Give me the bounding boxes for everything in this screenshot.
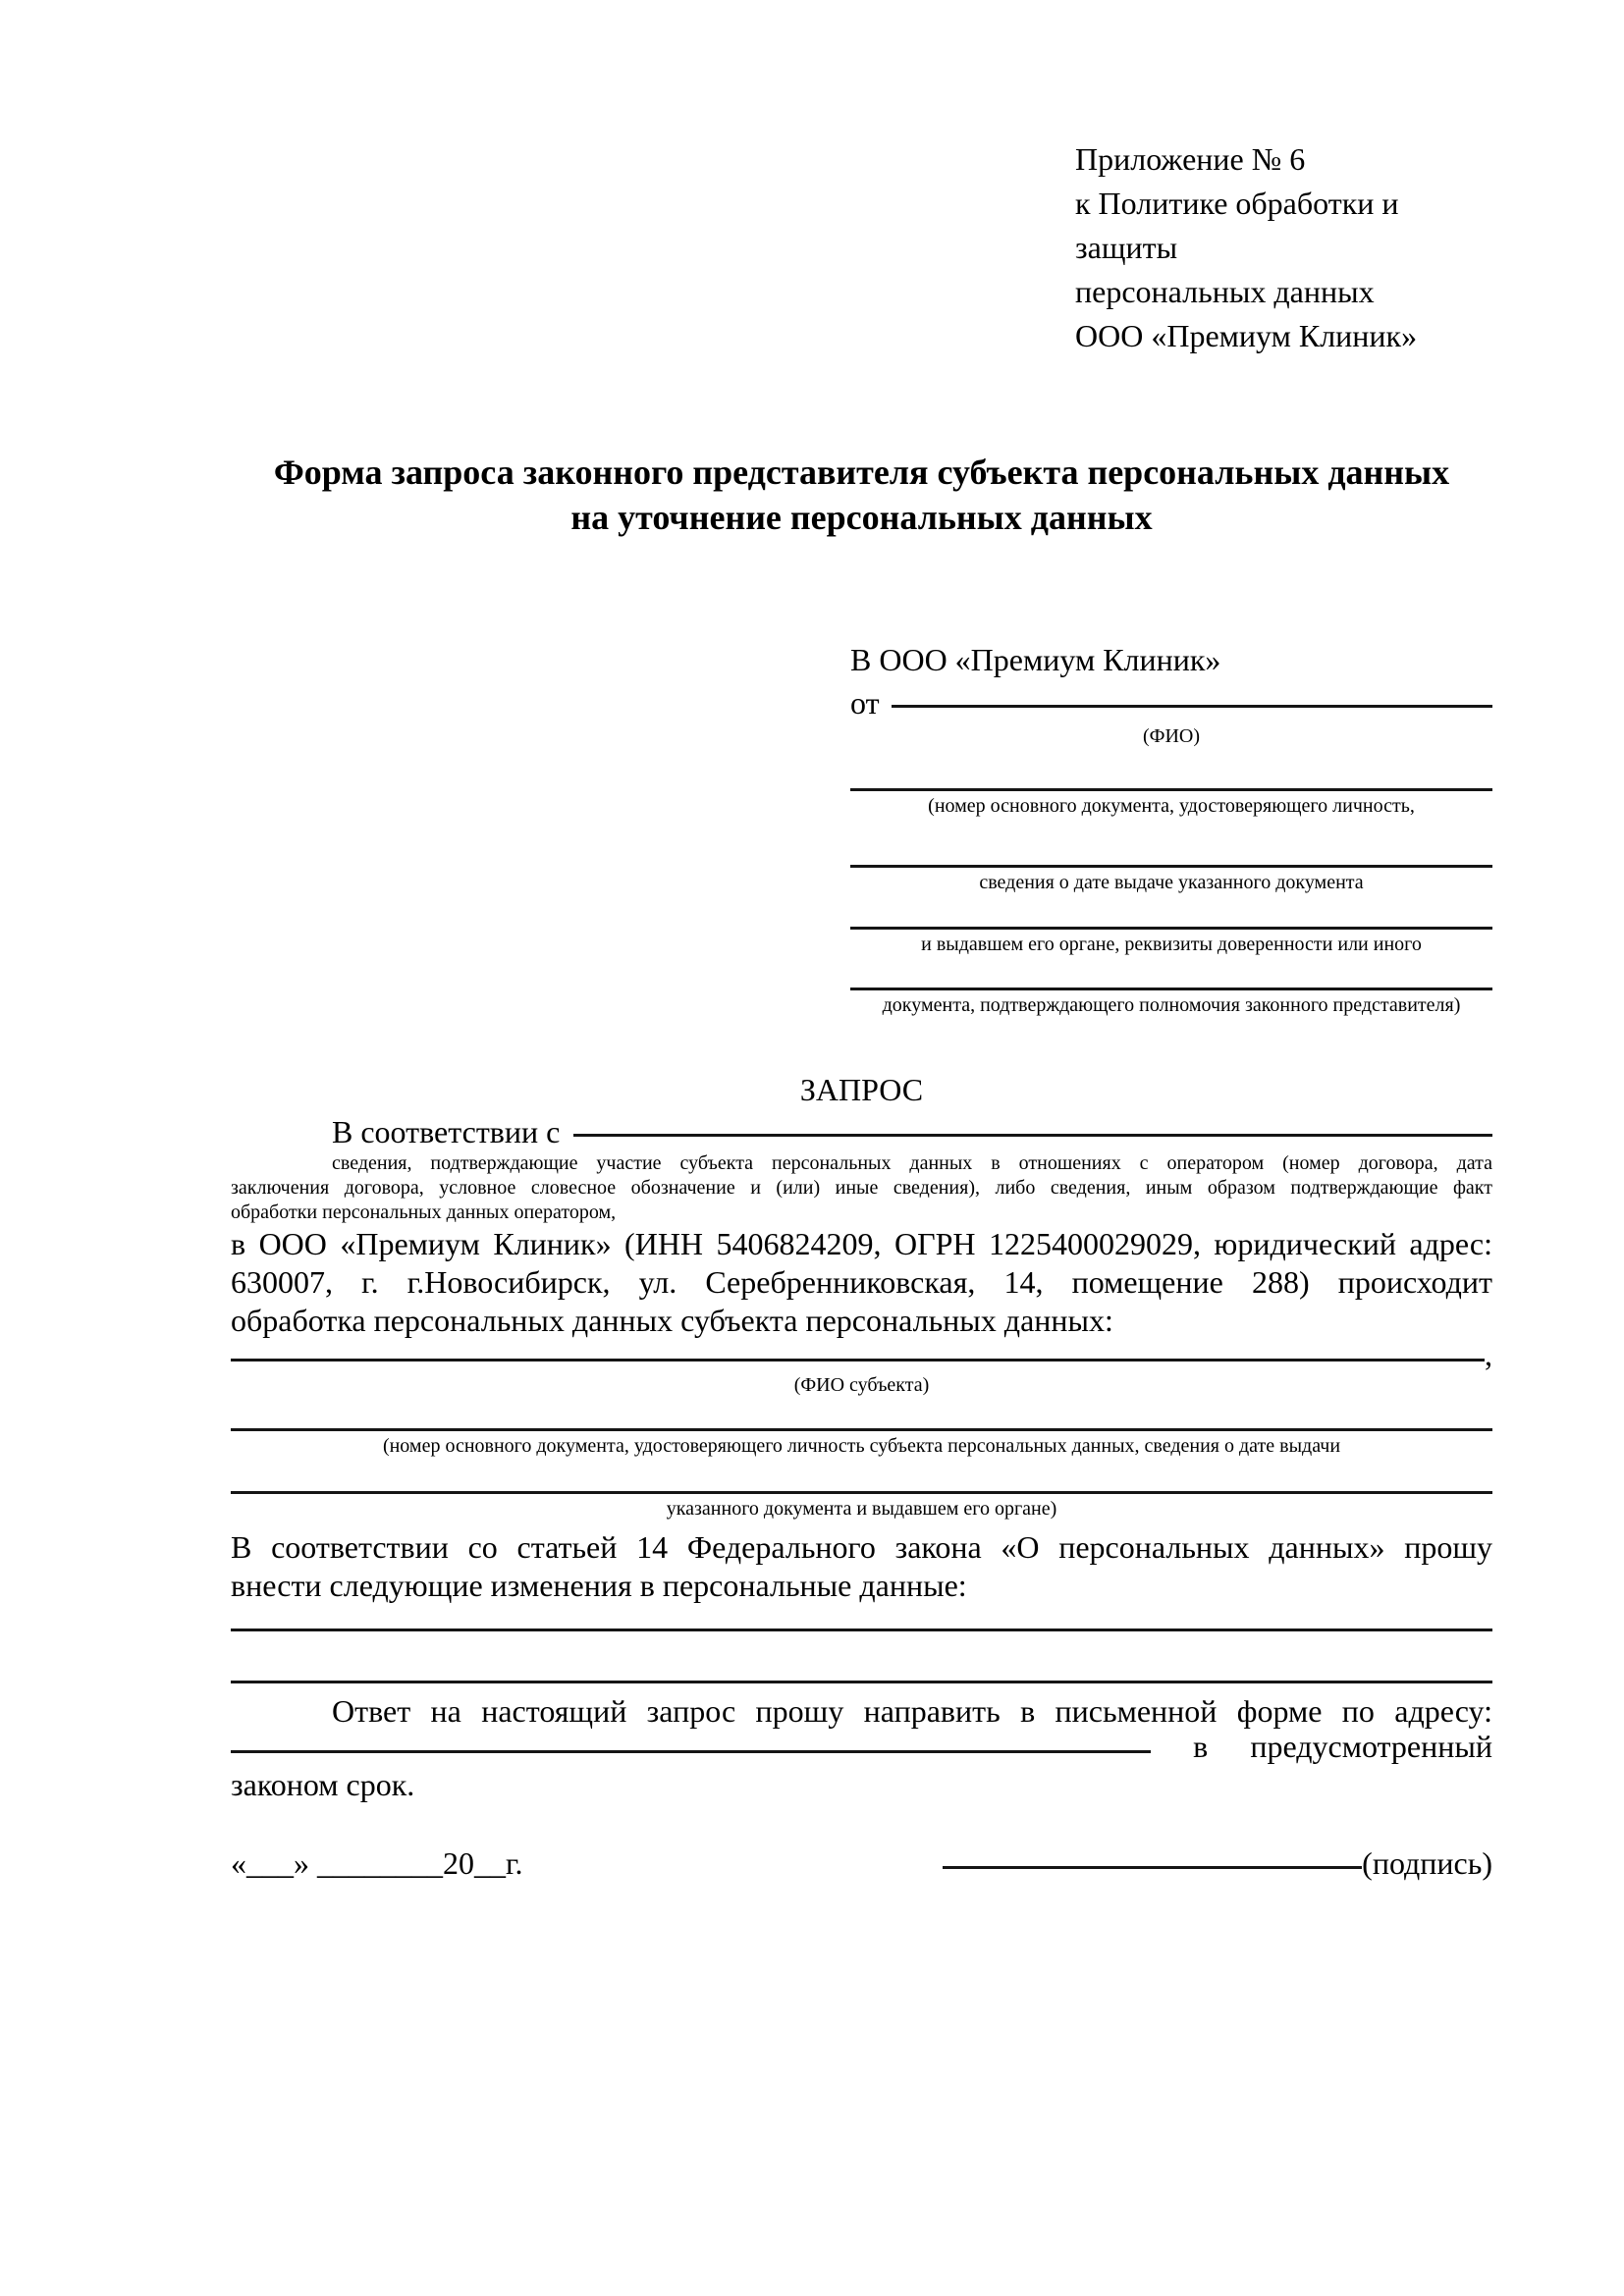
operator-paragraph-line: обработка персональных данных субъекта персональных данных: [231,1303,1113,1338]
date-field: «___» ________20__г. [231,1845,523,1881]
intro-caption-line: заключения договора, условное словесное обозначение и (или) иные сведения), либо сведения, иным образом подтверждающие факт [231,1177,1492,1199]
fill-line-representative-fio [892,705,1492,708]
caption-doc-3: и выдавшем его органе, реквизиты доверенности или иного [921,934,1422,955]
operator-paragraph [231,1225,1492,1340]
page-title [231,450,1492,540]
intro-label: В соответствии с [332,1114,561,1149]
fill-line-doc-3 [850,908,1492,930]
operator-paragraph-line: 630007, г. г.Новосибирск, ул. Серебренниковская, 14, помещение 288) происходит [231,1264,1492,1300]
answer-word: предусмотренный [1250,1729,1492,1764]
caption-doc-2: сведения о дате выдаче указанного документа [979,872,1364,893]
appendix-line: Приложение № 6 [1075,141,1306,177]
fill-line-doc-2 [850,846,1492,868]
fill-line-subject-doc-1 [231,1410,1492,1431]
fill-line-address [231,1750,1151,1753]
intro-caption-line: сведения, подтверждающие участие субъекта персональных данных в отношениях с оператором (номер договора, дата [332,1152,1492,1174]
answer-paragraph-line2 [231,1731,1492,1762]
signature-caption: (подпись) [1362,1845,1492,1881]
subject-fio-row [231,1337,1492,1372]
appendix-line: персональных данных [1075,274,1375,309]
appendix-line: к Политике обработки и защиты [1075,186,1399,265]
fill-line-subject-fio [231,1359,1485,1362]
appendix-block [1075,137,1492,358]
answer-paragraph-line3: законом срок. [231,1767,415,1802]
intro-caption-line: обработки персональных данных оператором, [231,1201,617,1223]
addressee-org: В ООО «Премиум Клиник» [850,642,1221,677]
trailing-comma: , [1485,1337,1492,1372]
operator-paragraph-line: в ООО «Премиум Клиник» (ИНН 5406824209, ОГРН 1225400029029, юридический адрес: [231,1226,1492,1261]
caption-subject-doc-2: указанного документа и выдавшем его органе) [666,1498,1057,1520]
footer-row [231,1843,1492,1883]
caption-doc-4: документа, подтверждающего полномочия законного представителя) [882,994,1461,1016]
signature-line [943,1866,1362,1869]
law-paragraph-line: внести следующие изменения в персональные данные: [231,1568,967,1603]
fill-line-basis [573,1134,1492,1137]
intro-caption [231,1151,1492,1225]
caption-subject-fio: (ФИО субъекта) [793,1374,930,1396]
caption-doc-1: (номер основного документа, удостоверяющего личность, [928,795,1415,817]
request-heading: ЗАПРОС [799,1072,924,1107]
page-title-line: Форма запроса законного представителя субъекта персональных данных [273,453,1450,492]
appendix-line: ООО «Премиум Клиник» [1075,318,1418,353]
page-title-line: на уточнение персональных данных [570,498,1153,537]
fill-line-subject-doc-2 [231,1472,1492,1494]
from-label: от [850,685,880,721]
caption-subject-doc-1: (номер основного документа, удостоверяющего личность субъекта персональных данных, сведения о дате выдачи [382,1435,1341,1457]
caption-fio: (ФИО) [1142,725,1200,747]
fill-line-doc-4 [850,969,1492,990]
from-row [850,681,1492,724]
answer-paragraph-line1: Ответ на настоящий запрос прошу направить в письменной форме по адресу: [332,1693,1492,1729]
signature-group [943,1843,1492,1883]
addressee-block [850,638,1492,1017]
fill-line-doc-1 [850,770,1492,791]
law-paragraph-line: В соответствии со статьей 14 Федерального закона «О персональных данных» прошу [231,1529,1492,1565]
fill-line-changes-2 [231,1631,1492,1683]
answer-word: в [1193,1729,1209,1764]
law-paragraph [231,1528,1492,1605]
fill-line-changes-1 [231,1605,1492,1631]
intro-row [231,1112,1492,1151]
